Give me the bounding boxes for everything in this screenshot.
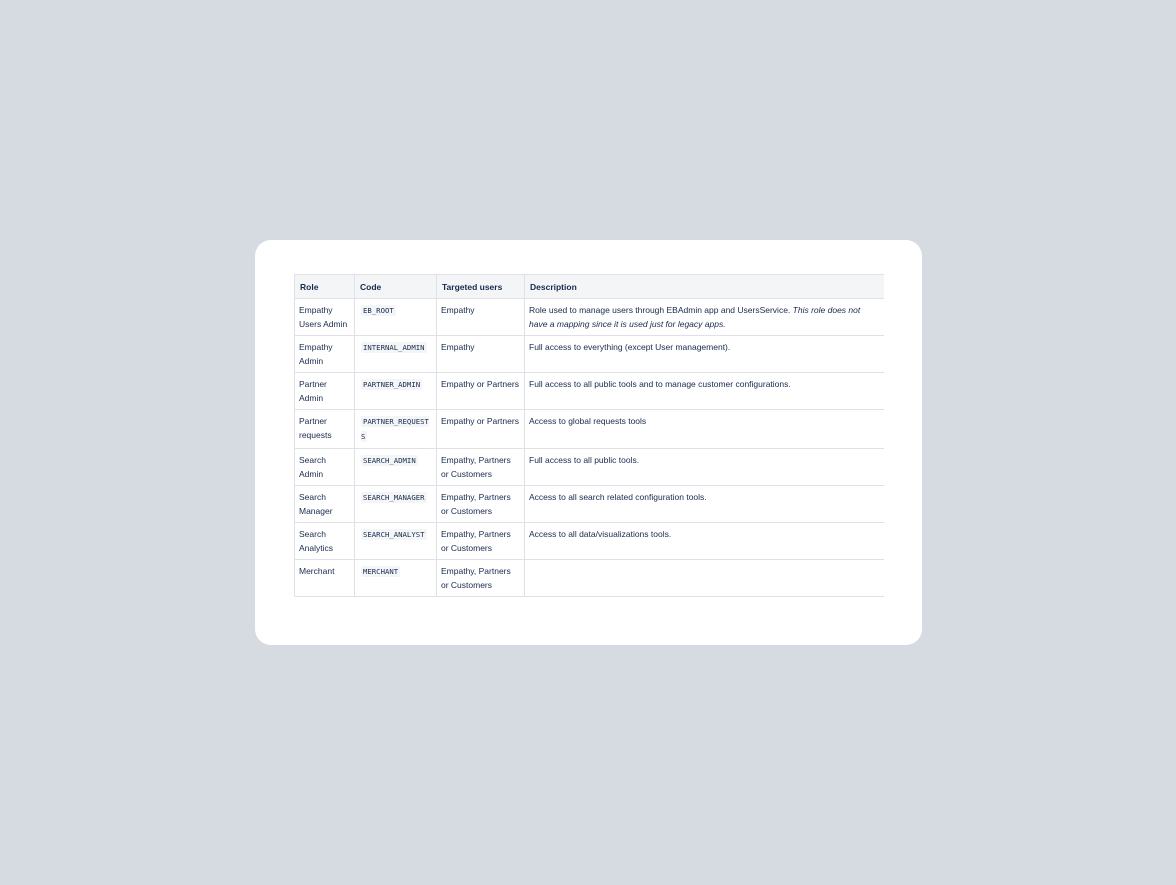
role-cell: Search Admin xyxy=(295,449,355,486)
content-card xyxy=(255,240,922,645)
targeted-cell: Empathy, Partners or Customers xyxy=(437,486,525,523)
table-row xyxy=(295,523,885,560)
description-text: Full access to all public tools and to manage customer configurations. xyxy=(529,379,791,389)
role-cell: Empathy Admin xyxy=(295,336,355,373)
role-code: SEARCH_ANALYST xyxy=(363,530,425,539)
table-row xyxy=(295,449,885,486)
role-cell: Search Manager xyxy=(295,486,355,523)
description-cell xyxy=(525,336,885,373)
table-row xyxy=(295,560,885,597)
role-code: MERCHANT xyxy=(363,567,399,576)
header-targeted-users: Targeted users xyxy=(437,275,525,299)
header-role: Role xyxy=(295,275,355,299)
header-code: Code xyxy=(355,275,437,299)
table-row xyxy=(295,336,885,373)
table-row xyxy=(295,373,885,410)
code-cell xyxy=(355,486,437,523)
role-code: SEARCH_MANAGER xyxy=(363,493,425,502)
targeted-cell: Empathy, Partners or Customers xyxy=(437,560,525,597)
role-cell: Merchant xyxy=(295,560,355,597)
role-cell: Empathy Users Admin xyxy=(295,299,355,336)
description-cell xyxy=(525,523,885,560)
table-row xyxy=(295,410,885,449)
code-cell xyxy=(355,560,437,597)
targeted-cell: Empathy or Partners xyxy=(437,373,525,410)
description-cell xyxy=(525,299,885,336)
table-row xyxy=(295,486,885,523)
code-cell xyxy=(355,410,437,449)
description-note: This role does not have a mapping since it is used just for legacy apps. xyxy=(529,305,861,329)
description-text: Access to all search related configuration tools. xyxy=(529,492,707,502)
targeted-cell: Empathy, Partners or Customers xyxy=(437,449,525,486)
code-cell xyxy=(355,336,437,373)
description-cell xyxy=(525,410,885,449)
role-code: PARTNER_ADMIN xyxy=(363,380,421,389)
code-cell xyxy=(355,449,437,486)
description-text: Full access to all public tools. xyxy=(529,455,640,465)
header-description: Description xyxy=(525,275,885,299)
description-text: Access to all data/visualizations tools. xyxy=(529,529,672,539)
description-text: Full access to everything (except User management). xyxy=(529,342,731,352)
code-cell xyxy=(355,299,437,336)
description-cell xyxy=(525,560,885,597)
role-code: EB_ROOT xyxy=(363,306,394,315)
role-code: PARTNER_REQUESTS xyxy=(361,417,429,441)
code-cell xyxy=(355,373,437,410)
description-cell xyxy=(525,373,885,410)
targeted-cell: Empathy, Partners or Customers xyxy=(437,523,525,560)
description-text: Access to global requests tools xyxy=(529,416,647,426)
role-cell: Partner Admin xyxy=(295,373,355,410)
table-header-row xyxy=(295,275,885,299)
role-cell: Search Analytics xyxy=(295,523,355,560)
roles-table xyxy=(294,274,884,597)
role-code: INTERNAL_ADMIN xyxy=(363,343,425,352)
roles-table-container[interactable] xyxy=(294,274,884,602)
table-row xyxy=(295,299,885,336)
role-cell: Partner requests xyxy=(295,410,355,449)
targeted-cell: Empathy xyxy=(437,299,525,336)
description-cell xyxy=(525,449,885,486)
description-text: Role used to manage users through EBAdmin app and UsersService. xyxy=(529,305,793,315)
code-cell xyxy=(355,523,437,560)
targeted-cell: Empathy or Partners xyxy=(437,410,525,449)
targeted-cell: Empathy xyxy=(437,336,525,373)
role-code: SEARCH_ADMIN xyxy=(363,456,416,465)
description-cell xyxy=(525,486,885,523)
